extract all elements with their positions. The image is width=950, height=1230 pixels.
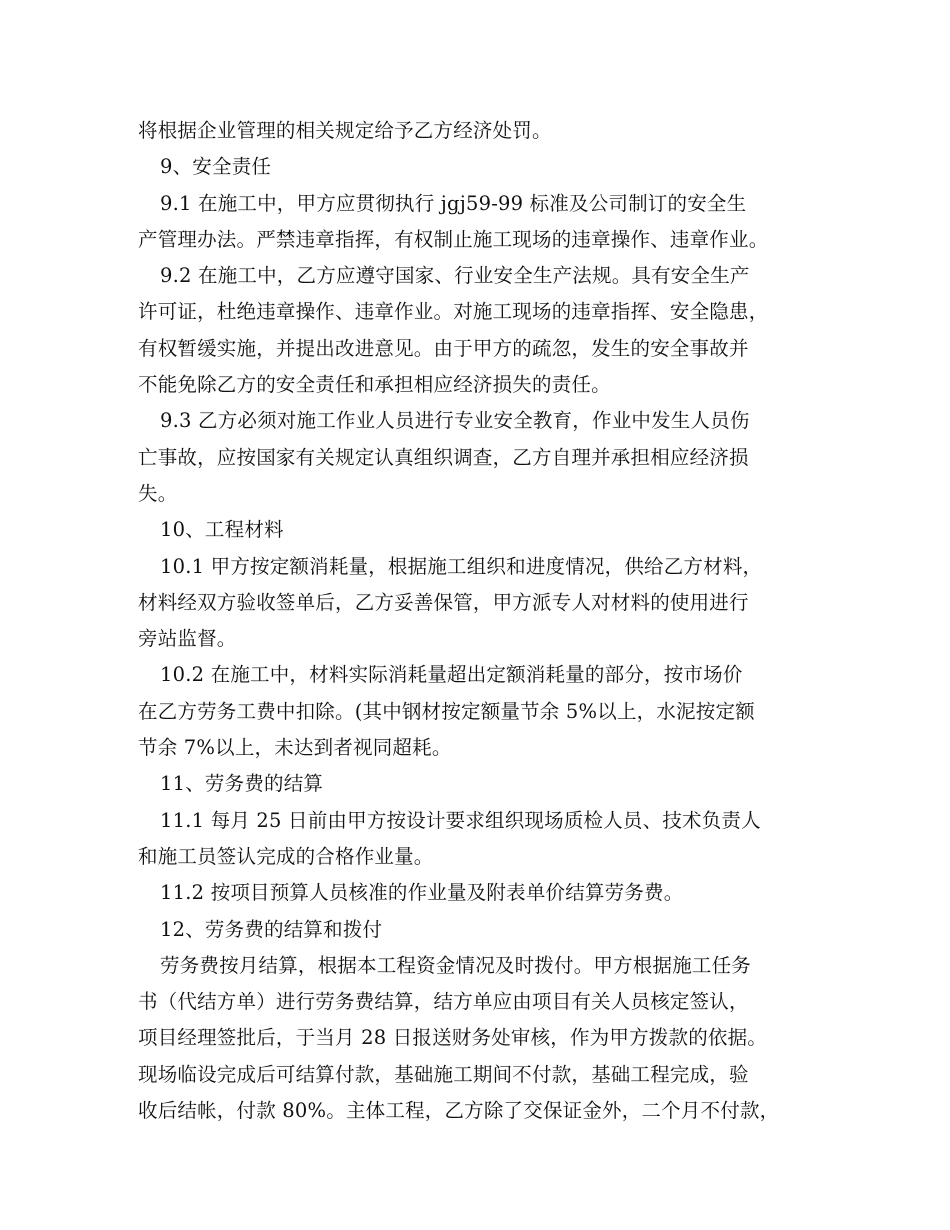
text-line: 11.2 按项目预算人员核准的作业量及附表单价结算劳务费。 <box>160 881 684 905</box>
text-line: 将根据企业管理的相关规定给予乙方经济处罚。 <box>138 119 552 142</box>
text-line: 9.1 在施工中，甲方应贯彻执行 jgj59-99 标准及公司制订的安全生 <box>160 191 747 215</box>
text-line: 9.3 乙方必须对施工作业人员进行专业安全教育，作业中发生人员伤 <box>160 409 750 433</box>
text-line: 许可证，杜绝违章操作、违章作业。对施工现场的违章指挥、安全隐患， <box>138 300 769 324</box>
text-line: 在乙方劳务工费中扣除。(其中钢材按定额量节余 5%以上，水泥按定额 <box>138 699 755 723</box>
text-line: 10、工程材料 <box>160 518 284 542</box>
text-line: 和施工员签认完成的合格作业量。 <box>138 844 434 868</box>
text-line: 产管理办法。严禁违章指挥，有权制止施工现场的违章操作、违章作业。 <box>138 227 769 251</box>
text-line: 不能免除乙方的安全责任和承担相应经济损失的责任。 <box>138 373 611 397</box>
text-line: 12、劳务费的结算和拨付 <box>160 917 383 941</box>
text-line: 项目经理签批后，于当月 28 日报送财务处审核，作为甲方拨款的依据。 <box>138 1026 768 1050</box>
text-line: 劳务费按月结算，根据本工程资金情况及时拨付。甲方根据施工任务 <box>160 953 752 977</box>
text-line: 材料经双方验收签单后，乙方妥善保管，甲方派专人对材料的使用进行 <box>138 590 749 614</box>
text-line: 节余 7%以上，未达到者视同超耗。 <box>138 736 452 760</box>
text-line: 9.2 在施工中，乙方应遵守国家、行业安全生产法规。具有安全生产 <box>160 264 750 288</box>
document-body <box>138 113 828 1129</box>
text-line: 10.1 甲方按定额消耗量，根据施工组织和进度情况，供给乙方材料， <box>160 554 763 578</box>
text-line: 收后结帐，付款 80%。主体工程，乙方除了交保证金外，二个月不付款， <box>138 1099 780 1123</box>
text-line: 有权暂缓实施，并提出改进意见。由于甲方的疏忽，发生的安全事故并 <box>138 336 749 360</box>
text-line: 10.2 在施工中，材料实际消耗量超出定额消耗量的部分，按市场价 <box>160 663 743 687</box>
text-line: 9、安全责任 <box>160 155 272 179</box>
text-line: 11.1 每月 25 日前由甲方按设计要求组织现场质检人员、技术负责人 <box>160 808 761 832</box>
text-line: 旁站监督。 <box>138 627 237 651</box>
text-line: 亡事故，应按国家有关规定认真组织调查，乙方自理并承担相应经济损 <box>138 445 749 469</box>
text-line: 失。 <box>138 481 178 505</box>
text-line: 现场临设完成后可结算付款，基础施工期间不付款，基础工程完成，验 <box>138 1062 749 1086</box>
text-line: 书（代结方单）进行劳务费结算，结方单应由项目有关人员核定签认， <box>138 990 749 1014</box>
text-line: 11、劳务费的结算 <box>160 772 324 796</box>
